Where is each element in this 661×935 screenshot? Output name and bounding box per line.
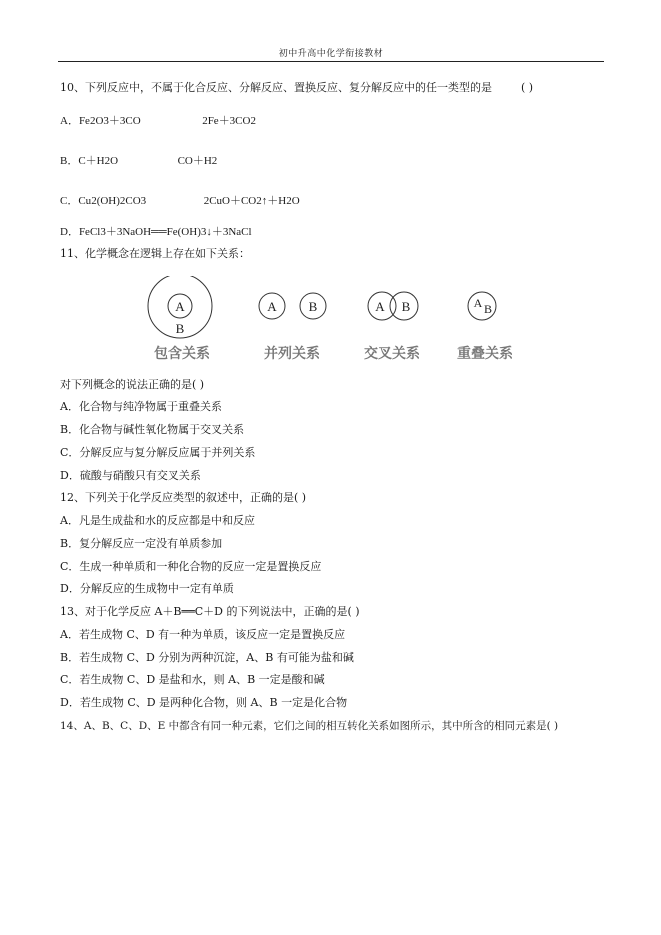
q14-stem: 14、A、B、C、D、E 中都含有同一种元素，它们之间的相互转化关系如图所示，其中所含的相同元素是( ) xyxy=(60,720,559,732)
inclusion-diagram xyxy=(148,276,212,362)
q12-option-a: A．凡是生成盐和水的反应都是中和反应 xyxy=(60,514,255,527)
q12-option-d: D．分解反应的生成物中一定有单质 xyxy=(60,582,234,595)
parallel-label-a: A xyxy=(267,299,277,314)
overlap-label-b: B xyxy=(483,302,493,316)
q13-option-a: A．若生成物 C、D 有一种为单质，该反应一定是置换反应 xyxy=(60,628,346,641)
overlap-label-a: A xyxy=(473,296,483,310)
q10-option-d-label: D．FeCl xyxy=(60,226,101,238)
header-rule xyxy=(58,61,604,62)
q10-option-b xyxy=(60,154,217,168)
q11-stem: 11、化学概念在逻辑上存在如下关系： xyxy=(60,247,250,260)
q10-option-c xyxy=(60,194,300,208)
parallel-diagram xyxy=(259,293,326,362)
q10-answer-paren: ( ) xyxy=(521,81,534,94)
q11-prompt: 对下列概念的说法正确的是( ) xyxy=(60,378,205,391)
q10-option-b-products: CO＋H2 xyxy=(177,155,218,167)
q10-option-c-label: C．Cu xyxy=(60,195,92,207)
inclusion-caption: 包含关系 xyxy=(154,346,210,362)
concept-relationship-diagram xyxy=(140,276,530,368)
q10-option-a-reactants: 2O3＋3CO xyxy=(89,115,141,127)
q11-option-c: C．分解反应与复分解反应属于并列关系 xyxy=(60,446,256,459)
q10-option-b-label: B．C＋H xyxy=(60,155,105,167)
parallel-caption: 并列关系 xyxy=(264,346,320,362)
page-header: 初中升高中化学衔接教材 xyxy=(278,49,384,59)
q10-option-a xyxy=(60,114,256,128)
intersection-label-a: A xyxy=(375,299,385,314)
q13-option-b: B．若生成物 C、D 分别为两种沉淀，A、B 有可能为盐和碱 xyxy=(60,651,354,664)
q10-option-c-products: 2CuO＋CO2↑＋H2O xyxy=(203,195,300,207)
q10-stem: 10、下列反应中，不属于化合反应、分解反应、置换反应、复分解反应中的任一类型的是 xyxy=(60,81,492,94)
q10-option-c-reactants: 2(OH)2CO3 xyxy=(91,195,147,207)
parallel-label-b: B xyxy=(308,299,318,314)
inclusion-label-b: B xyxy=(175,321,185,336)
q10-option-d-reactants: 3＋3NaOH══Fe(OH)3↓＋3NaCl xyxy=(100,226,252,238)
overlap-caption: 重叠关系 xyxy=(457,346,513,362)
q12-stem: 12、下列关于化学反应类型的叙述中，正确的是( ) xyxy=(60,491,307,504)
q13-option-c: C．若生成物 C、D 是盐和水，则 A、B 一定是酸和碱 xyxy=(60,673,325,686)
relationship-figure xyxy=(140,276,530,368)
q12-option-b: B．复分解反应一定没有单质参加 xyxy=(60,537,223,550)
q13-option-d: D．若生成物 C、D 是两种化合物，则 A、B 一定是化合物 xyxy=(60,696,348,709)
q11-option-a: A．化合物与纯净物属于重叠关系 xyxy=(60,400,222,413)
intersection-diagram xyxy=(364,292,420,362)
q10-option-b-reactants: 2O xyxy=(104,155,119,167)
q10-option-a-products: 2Fe＋3CO2 xyxy=(202,115,256,127)
inclusion-label-a: A xyxy=(175,299,185,314)
q10-option-a-label: A．Fe xyxy=(60,115,90,127)
q10-stem-line xyxy=(60,81,533,95)
overlap-diagram xyxy=(457,292,513,362)
intersection-caption: 交叉关系 xyxy=(364,346,420,362)
q10-option-d xyxy=(60,225,252,239)
q12-option-c: C．生成一种单质和一种化合物的反应一定是置换反应 xyxy=(60,560,322,573)
q11-option-b: B．化合物与碱性氧化物属于交叉关系 xyxy=(60,423,245,436)
q11-option-d: D．硫酸与硝酸只有交叉关系 xyxy=(60,469,201,482)
q13-stem: 13、对于化学反应 A＋B══C＋D 的下列说法中，正确的是( ) xyxy=(60,605,360,618)
intersection-label-b: B xyxy=(401,299,411,314)
